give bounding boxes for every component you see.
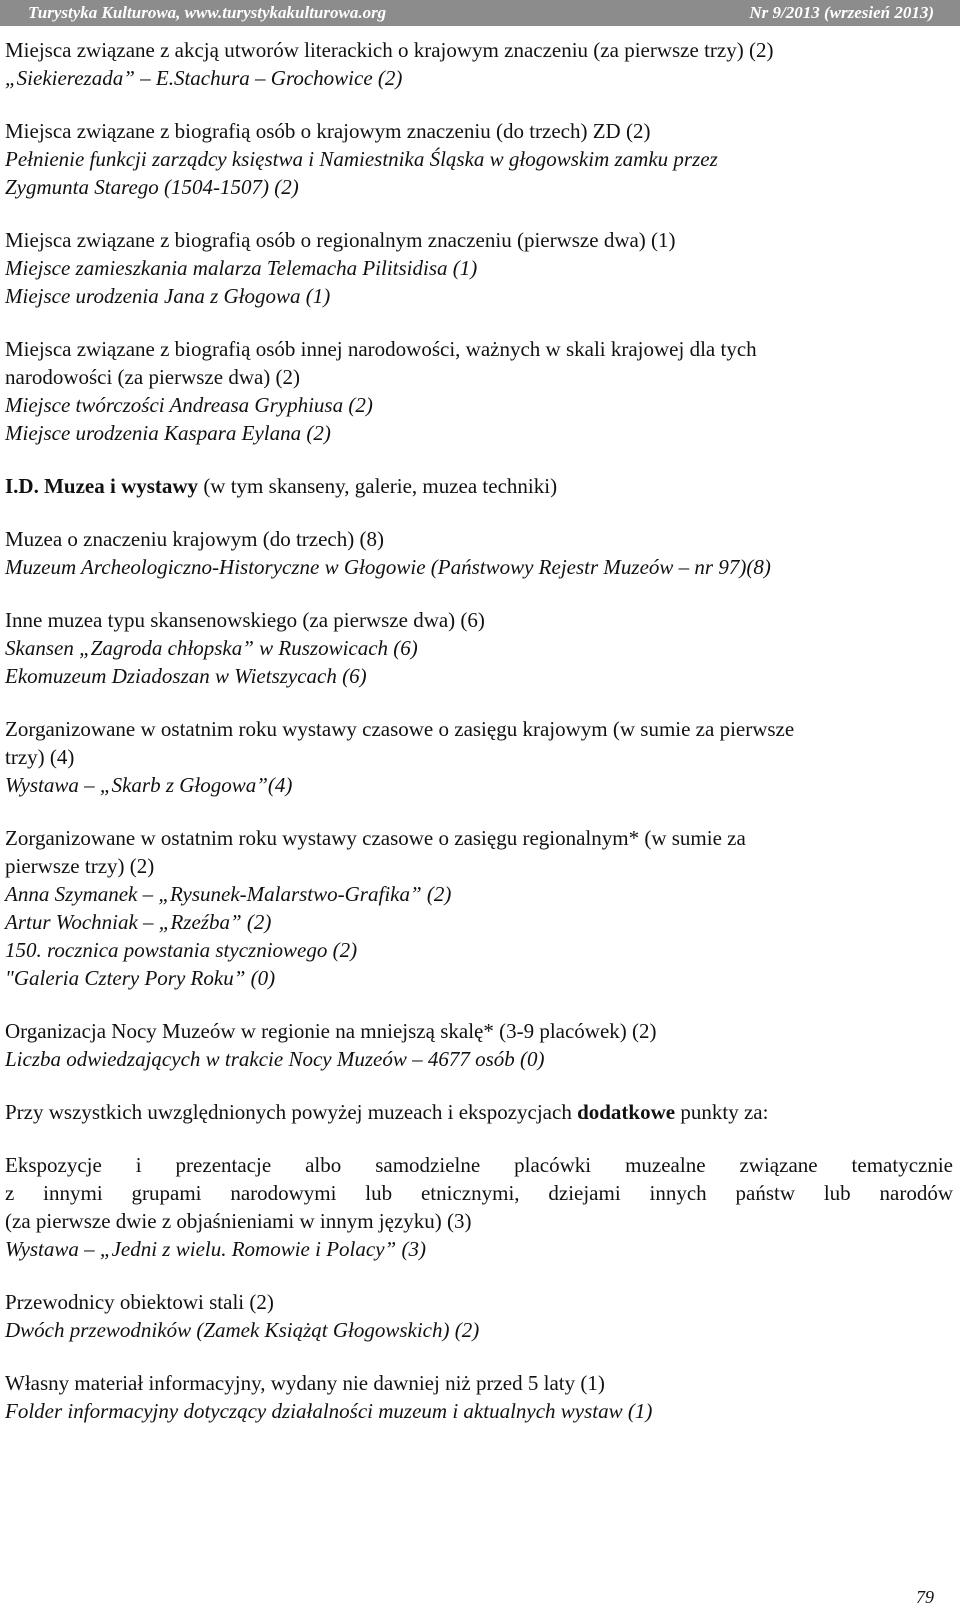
section-national-museums: [5, 525, 953, 581]
example-line: Wystawa – „Jedni z wielu. Romowie i Polacy” (3): [5, 1237, 426, 1261]
criterion-line: Muzea o znaczeniu krajowym (do trzech) (8): [5, 527, 384, 551]
example-line: Zygmunta Starego (1504-1507) (2): [5, 175, 299, 199]
example-line: Miejsce zamieszkania malarza Telemacha Pilitsidisa (1): [5, 256, 478, 280]
example-line: Skansen „Zagroda chłopska” w Ruszowicach (6): [5, 636, 418, 660]
running-header: [0, 0, 960, 26]
section-regional-biography: [5, 226, 953, 310]
criterion-line: Ekspozycje i prezentacje albo samodzielne placówki muzealne związane tematycznie: [5, 1153, 953, 1177]
criterion-line: trzy) (4): [5, 745, 75, 769]
section-info-material: [5, 1369, 953, 1425]
example-line: Folder informacyjny dotyczący działalności muzeum i aktualnych wystaw (1): [5, 1399, 653, 1423]
example-line: Muzeum Archeologiczno-Historyczne w Głogowie (Państwowy Rejestr Muzeów – nr 97)(8): [5, 555, 771, 579]
section-heading-museums: [5, 472, 953, 500]
example-line: Miejsce twórczości Andreasa Gryphiusa (2): [5, 393, 373, 417]
intro-post: punkty za:: [675, 1100, 769, 1124]
heading-bold: I.D. Muzea i wystawy: [5, 474, 199, 498]
section-guides: [5, 1288, 953, 1344]
example-line: Dwóch przewodników (Zamek Książąt Głogowskich) (2): [5, 1318, 480, 1342]
criterion-line: Organizacja Nocy Muzeów w regionie na mniejszą skalę* (3-9 placówek) (2): [5, 1019, 657, 1043]
criterion-line: Miejsca związane z akcją utworów literackich o krajowym znaczeniu (za pierwsze trzy) (2): [5, 38, 774, 62]
section-ethnic-exhibitions: [5, 1151, 953, 1263]
example-line: „Siekierezada” – E.Stachura – Grochowice (2): [5, 66, 403, 90]
section-national-biography: [5, 117, 953, 201]
section-literary-places: [5, 36, 953, 92]
section-additional-points: [5, 1098, 953, 1126]
intro-line: [5, 1098, 953, 1126]
section-regional-exhibitions: [5, 824, 953, 992]
example-line: Pełnienie funkcji zarządcy księstwa i Namiestnika Śląska w głogowskim zamku przez: [5, 147, 718, 171]
example-line: "Galeria Cztery Pory Roku” (0): [5, 966, 276, 990]
criterion-line: Przewodnicy obiektowi stali (2): [5, 1290, 274, 1314]
intro-pre: Przy wszystkich uwzględnionych powyżej muzeach i ekspozycjach: [5, 1100, 578, 1124]
section-national-exhibitions: [5, 715, 953, 799]
example-line: Miejsce urodzenia Kaspara Eylana (2): [5, 421, 331, 445]
criterion-line: Zorganizowane w ostatnim roku wystawy czasowe o zasięgu regionalnym* (w sumie za: [5, 826, 746, 850]
header-journal: Turystyka Kulturowa, www.turystykakulturowa.org: [28, 3, 387, 22]
criterion-line: Zorganizowane w ostatnim roku wystawy czasowe o zasięgu krajowym (w sumie za pierwsze: [5, 717, 795, 741]
criterion-line: Miejsca związane z biografią osób o krajowym znaczeniu (do trzech) ZD (2): [5, 119, 651, 143]
page-number: 79: [916, 1587, 934, 1607]
criterion-line: pierwsze trzy) (2): [5, 854, 155, 878]
criterion-line: Miejsca związane z biografią osób innej narodowości, ważnych w skali krajowej dla tych: [5, 337, 757, 361]
criterion-line: (za pierwsze dwie z objaśnieniami w innym języku) (3): [5, 1209, 472, 1233]
criterion-line: z innymi grupami narodowymi lub etnicznymi, dziejami innych państw lub narodów: [5, 1181, 953, 1205]
section-foreign-biography: [5, 335, 953, 447]
criterion-line: Miejsca związane z biografią osób o regionalnym znaczeniu (pierwsze dwa) (1): [5, 228, 676, 252]
example-line: Wystawa – „Skarb z Głogowa”(4): [5, 773, 293, 797]
section-museum-night: [5, 1017, 953, 1073]
criterion-line: Własny materiał informacyjny, wydany nie dawniej niż przed 5 laty (1): [5, 1371, 605, 1395]
criterion-line: Inne muzea typu skansenowskiego (za pierwsze dwa) (6): [5, 608, 485, 632]
section-heading: [5, 472, 953, 500]
intro-bold: dodatkowe: [577, 1100, 676, 1124]
example-line: Anna Szymanek – „Rysunek-Malarstwo-Grafika” (2): [5, 882, 452, 906]
page-content: [5, 36, 953, 1450]
example-line: Liczba odwiedzających w trakcie Nocy Muzeów – 4677 osób (0): [5, 1047, 545, 1071]
example-line: Ekomuzeum Dziadoszan w Wietszycach (6): [5, 664, 367, 688]
header-issue: Nr 9/2013 (wrzesień 2013): [749, 3, 934, 22]
example-line: Miejsce urodzenia Jana z Głogowa (1): [5, 284, 331, 308]
example-line: 150. rocznica powstania styczniowego (2): [5, 938, 358, 962]
criterion-line: narodowości (za pierwsze dwa) (2): [5, 365, 301, 389]
heading-rest: (w tym skanseny, galerie, muzea techniki): [198, 474, 558, 498]
example-line: Artur Wochniak – „Rzeźba” (2): [5, 910, 272, 934]
section-open-air-museums: [5, 606, 953, 690]
